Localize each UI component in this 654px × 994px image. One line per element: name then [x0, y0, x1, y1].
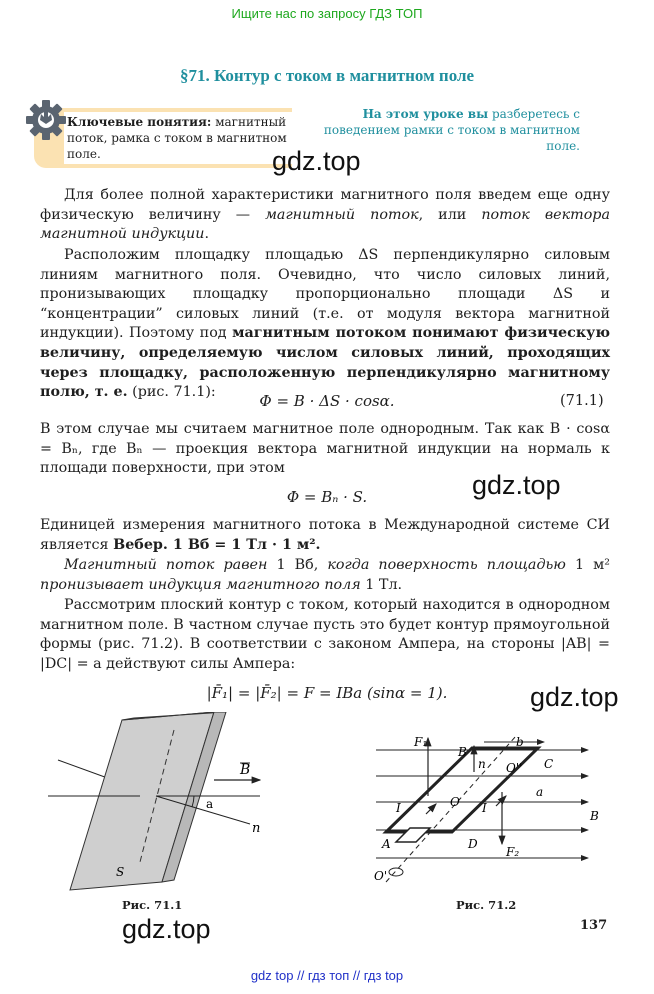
gear-icon [24, 98, 68, 142]
label-f2: F₂ [506, 845, 520, 859]
label-n: n [478, 757, 486, 771]
concepts-body: магнитный поток, рамка с током в магнитном поле. [67, 115, 287, 161]
figure-71-1 [44, 712, 284, 892]
label-f1: F₁ [414, 735, 428, 749]
equation-71-1: Φ = B · ΔS · cosα. [259, 392, 395, 410]
equation-number: (71.1) [560, 393, 604, 409]
lesson-note-lead: На этом уроке вы [362, 107, 489, 121]
rotation-arrow-icon [389, 868, 403, 876]
top-banner: Ищите нас по запросу ГДЗ ТОП [231, 6, 423, 21]
paragraph-definition [40, 246, 610, 403]
label-a-point: A [382, 837, 391, 851]
text-bold: Вебер. 1 Вб = 1 Тл · 1 м². [113, 536, 321, 553]
text-bold: магнитным потоком понимают физическую величину, определяемую числом силовых линий, проходящих через площадку, расположенную перпендикулярно магнитному полю, т. е. [40, 325, 610, 401]
figure-71-2 [366, 732, 616, 892]
bottom-links[interactable]: gdz top // гдз топ // гдз top [250, 968, 404, 983]
text: 1 Тл. [360, 576, 403, 593]
text-italic: магнитный поток [265, 206, 419, 223]
current-arrow-left [426, 804, 436, 814]
page-number: 137 [580, 918, 608, 933]
text-italic: Магнитный поток равен [64, 557, 268, 573]
text: , или [418, 206, 482, 223]
watermark: gdz.top [272, 146, 361, 176]
paragraph-weber-def [40, 556, 610, 595]
text: (рис. 71.1): [127, 384, 216, 401]
paragraph-intro [40, 186, 610, 245]
paragraph-unit [40, 516, 610, 555]
watermark: gdz.top [530, 682, 619, 712]
watermark: gdz.top [122, 914, 211, 944]
label-b: B [240, 762, 251, 778]
equation-ampere-force: |F̄₁| = |F̄₂| = F = IBa (sinα = 1). [206, 684, 448, 702]
label-n: n [252, 821, 261, 836]
label-o2: O'' [506, 761, 523, 775]
paragraph-loop: Рассмотрим плоский контур с током, который находится в однородном магнитном поле. В частном случае пусть это будет контур прямоугольной формы (рис. 71.2). В соответствии с законом Ампера, на стороны |AB| = |DC| = a действуют силы Ампера: [40, 597, 610, 672]
text: . [204, 226, 210, 243]
text: 1 Вб, [267, 557, 328, 573]
label-a: a [536, 785, 544, 799]
label-i-left: I [396, 801, 401, 815]
rotation-axis [386, 736, 516, 882]
text: Для более полной характеристики магнитного поля введем еще одну физическую величину — [40, 187, 610, 223]
text-italic: пронизывает индукция магнитного поля [40, 576, 361, 593]
label-d: D [468, 837, 478, 851]
label-alpha: a [206, 797, 214, 811]
text: Расположим площадку площадью ΔS перпендикулярно силовым линиям магнитного поля. Очевидно, что число силовых линий, пронизывающих площадку пропорционально площади ΔS и “концентрации” силовых линий (т.е. от модуля вектора магнитной индукции). Поэтому под [40, 247, 610, 342]
paragraph-uniform-field: В этом случае мы считаем магнитное поле однородным. Так как B · cosα = Bₙ, где Bₙ — проекция вектора магнитной индукции на нормаль к площади поверхности, при этом [40, 421, 610, 477]
concepts-label: Ключевые понятия: [67, 115, 212, 129]
text-italic: когда поверхность площадью [327, 557, 566, 573]
concepts-text [64, 112, 296, 164]
text: Единицей измерения магнитного потока в Международной системе СИ является [40, 517, 610, 553]
watermark: gdz.top [472, 470, 561, 500]
figure-71-2-caption: Рис. 71.2 [456, 898, 517, 912]
label-s: S [116, 865, 125, 879]
text: 1 м² [565, 557, 610, 573]
figure-71-1-caption: Рис. 71.1 [122, 898, 183, 912]
label-b-vector: B [590, 809, 599, 823]
section-title: §71. Контур с током в магнитном поле [179, 66, 475, 85]
lesson-note-text: разберетесь с поведением рамки с током в магнитном поле. [323, 107, 580, 153]
label-b-point: B [458, 745, 467, 759]
text-italic: поток вектора магнитной индукции [40, 206, 610, 243]
label-o: O [450, 795, 460, 809]
equation-flux-projection: Φ = Bₙ · S. [286, 488, 368, 506]
current-arrow-right [496, 796, 506, 806]
label-c: C [544, 757, 554, 771]
label-o1: O' [374, 869, 388, 883]
label-width-b: b [516, 735, 524, 749]
label-i-right: I [482, 801, 487, 815]
